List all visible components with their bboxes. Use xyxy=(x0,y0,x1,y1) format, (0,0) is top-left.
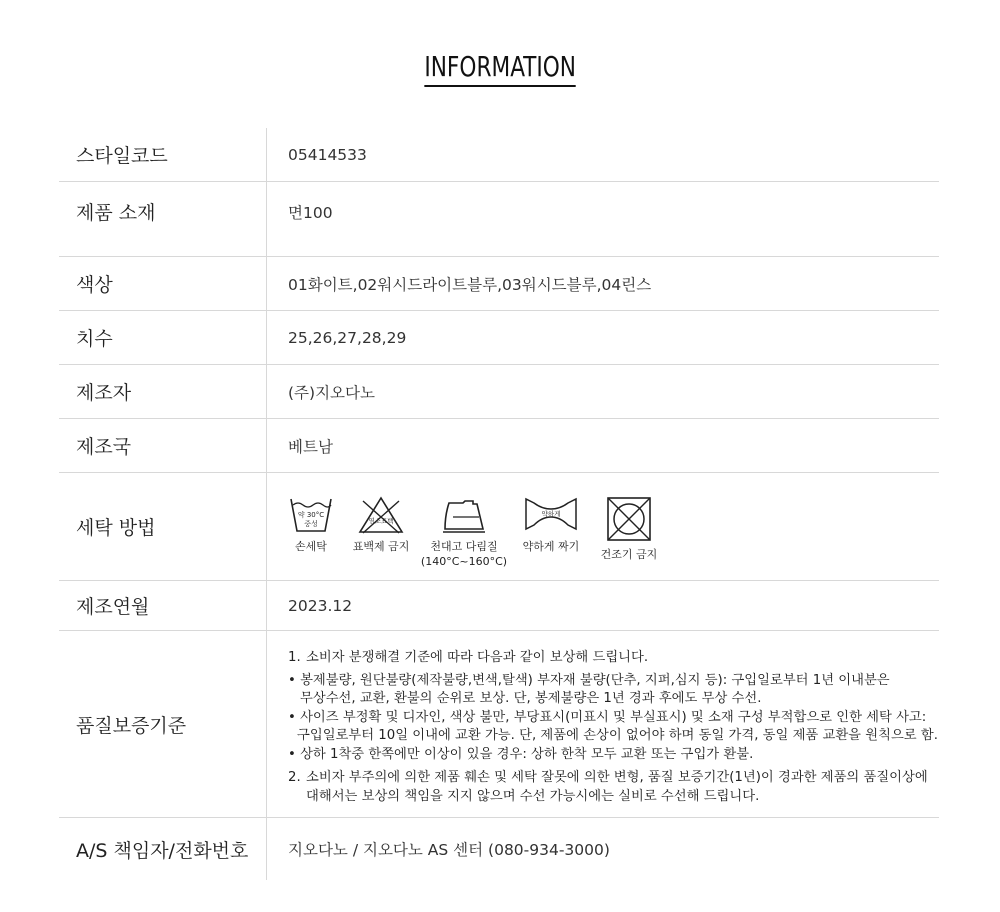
wash-caption: 건조기 금지 xyxy=(600,548,658,561)
row-color xyxy=(59,257,939,311)
row-label: 색상 xyxy=(59,257,267,310)
row-value: 25,26,27,28,29 xyxy=(288,328,407,347)
info-table xyxy=(59,128,939,880)
row-value: 2023.12 xyxy=(288,596,353,615)
quality-p2-l1 xyxy=(288,769,939,788)
row-label: 제조연월 xyxy=(59,581,267,630)
row-value: 01화이트,02워시드라이트블루,03워시드블루,04린스 xyxy=(288,275,652,294)
hand-wash-temp: 약 30°C xyxy=(297,511,325,519)
row-material xyxy=(59,182,939,257)
quality-p1-text: 소비자 분쟁해결 기준에 따라 다음과 같이 보상해 드립니다. xyxy=(306,650,649,665)
row-country xyxy=(59,419,939,473)
title-wrap xyxy=(0,50,1000,87)
quality-b1-l2: 무상수선, 교환, 환불의 순위로 보상. 단, 봉제불량은 1년 경과 후에도 무상 수선. xyxy=(300,691,762,706)
row-size xyxy=(59,311,939,365)
row-style-code xyxy=(59,128,939,182)
quality-b3: • 상하 1착중 한쪽에만 이상이 있을 경우: 상하 한착 모두 교환 또는 구입가 환불. xyxy=(288,746,754,762)
wash-item-wring xyxy=(520,495,582,554)
row-washing xyxy=(59,473,939,581)
quality-b1-l1: • 봉제불량, 원단불량(제작불량,변색,탈색) 부자재 불량(단추, 지퍼,심지 등): 구입일로부터 1년 이내분은 xyxy=(288,672,890,688)
no-tumble-dry-icon xyxy=(605,495,653,543)
page-title: INFORMATION xyxy=(424,50,576,87)
quality-b2-l2: 구입일로부터 10일 이내에 교환 가능. 단, 제품에 손상이 없어야 하며 동일 가격, 동일 제품 교환을 원칙으로 함. xyxy=(297,728,938,743)
quality-p1-num: 1. xyxy=(288,650,301,665)
quality-p1 xyxy=(288,649,939,668)
quality-text xyxy=(267,631,939,817)
row-label: 제조국 xyxy=(59,419,267,472)
row-value: 면100 xyxy=(288,204,333,222)
quality-b2-l1: • 사이즈 부정확 및 디자인, 색상 불만, 부당표시(미표시 및 부실표시) 및 소재 구성 부적합으로 인한 세탁 사고: xyxy=(288,709,927,725)
row-label: 제품 소재 xyxy=(59,182,267,256)
wash-item-dryer xyxy=(600,495,658,562)
row-quality xyxy=(59,631,939,818)
row-manufacture-date xyxy=(59,581,939,631)
wash-caption: 천대고 다림질 xyxy=(430,540,498,553)
row-label: 제조자 xyxy=(59,365,267,418)
row-manufacturer xyxy=(59,365,939,419)
iron-cloth-icon xyxy=(439,495,489,535)
row-value: 지오다노 / 지오다노 AS 센터 (080-934-3000) xyxy=(288,841,610,859)
wash-caption-temp: (140°C~160°C) xyxy=(420,555,508,568)
bleach-inner-text: 염소표백 xyxy=(368,517,394,525)
row-label: A/S 책임자/전화번호 xyxy=(59,818,267,880)
wash-item-bleach xyxy=(354,495,408,554)
wash-caption: 약하게 짜기 xyxy=(522,540,580,553)
wash-item-hand xyxy=(286,495,336,554)
row-value: (주)지오다노 xyxy=(288,383,375,402)
washing-icons xyxy=(267,473,939,580)
quality-p2-text: 소비자 부주의에 의한 제품 훼손 및 세탁 잘못에 의한 변형, 품질 보증기간(1년)이 경과한 제품의 품질이상에 xyxy=(306,770,928,785)
row-label: 세탁 방법 xyxy=(59,473,267,580)
wash-item-iron xyxy=(420,495,508,569)
row-label: 치수 xyxy=(59,311,267,364)
quality-p2-l2: 대해서는 보상의 책임을 지지 않으며 수선 가능시에는 실비로 수선해 드립니다. xyxy=(306,788,760,804)
wash-caption: 손세탁 xyxy=(295,540,327,553)
row-value: 05414533 xyxy=(288,145,367,164)
row-value: 베트남 xyxy=(288,437,333,456)
no-bleach-icon xyxy=(357,495,405,535)
gentle-wring-icon xyxy=(522,495,580,535)
row-label: 스타일코드 xyxy=(59,128,267,181)
row-as-contact xyxy=(59,818,939,880)
hand-wash-neutral: 중성 xyxy=(304,520,318,528)
wash-caption: 표백제 금지 xyxy=(352,540,410,553)
quality-p2-num: 2. xyxy=(288,770,301,785)
wring-inner-text: 약하게 xyxy=(541,510,561,518)
hand-wash-icon xyxy=(289,495,333,535)
row-label: 품질보증기준 xyxy=(59,631,267,817)
